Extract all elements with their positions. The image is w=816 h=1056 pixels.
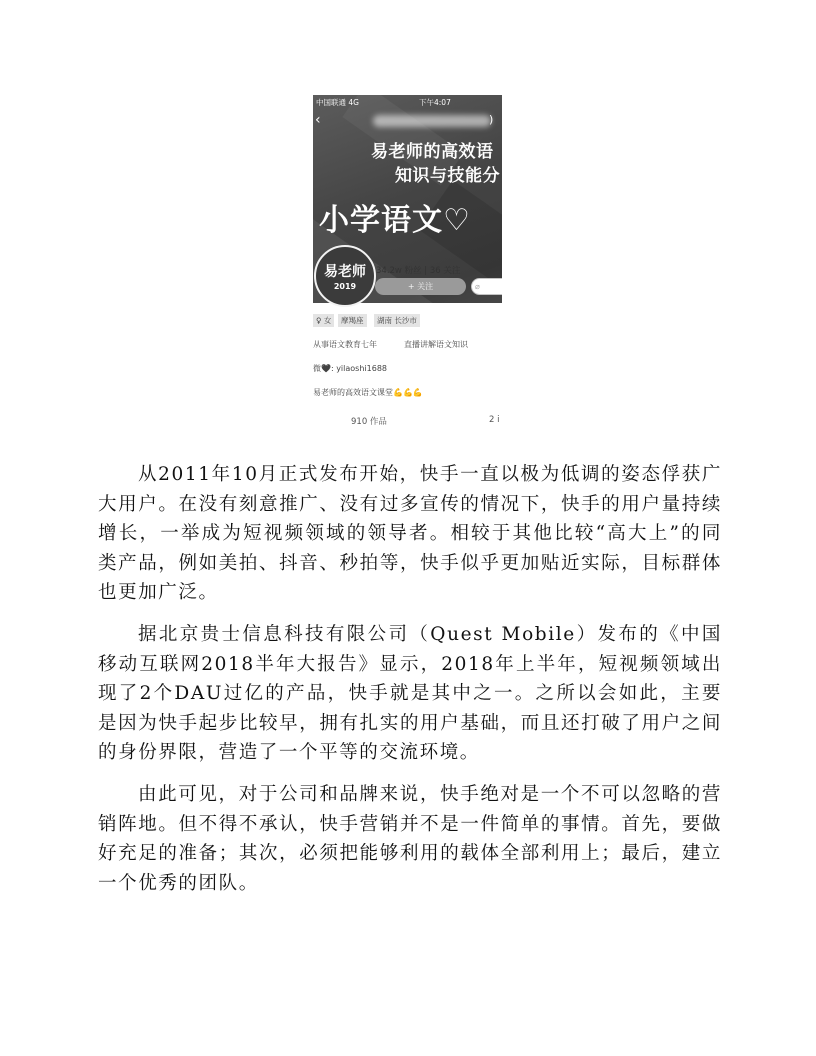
username-paren: ) bbox=[489, 113, 494, 126]
banner-line-2: 知识与技能分 bbox=[395, 166, 500, 186]
tag-zodiac: 摩羯座 bbox=[338, 314, 367, 327]
paragraph-3: 由此可见，对于公司和品牌来说，快手绝对是一个不可以忽略的营销阵地。但不得不承认，快手营销并不是一件简单的事情。首先，要做好充足的准备；其次，必须把能够利用的载体全部利用上；最后，建立一个优秀的团队。 bbox=[98, 784, 722, 894]
avatar-name: 易老师 bbox=[324, 264, 366, 280]
bio-line-1a: 从事语文教育七年 bbox=[313, 340, 377, 349]
tab-works[interactable]: 910 作品 bbox=[351, 417, 387, 427]
avatar-year: 2019 bbox=[333, 282, 357, 291]
status-bar bbox=[313, 95, 502, 109]
carrier-label: 中国联通 4G bbox=[316, 98, 359, 107]
paragraph-1: 从2011年10月正式发布开始，快手一直以极为低调的姿态俘获广大用户。在没有刻意推广、没有过多宣传的情况下，快手的用户量持续增长，一举成为短视频领域的领导者。相较于其他比较“高大上”的同类产品，例如美拍、抖音、秒拍等，快手似乎更加贴近实际，目标群体也更加广泛。 bbox=[98, 464, 722, 603]
tab-second[interactable]: 2 i bbox=[489, 415, 500, 425]
bio-line-3: 易老师的高效语文课堂💪💪💪 bbox=[313, 388, 423, 397]
heart-icon: ♡ bbox=[443, 203, 471, 238]
back-arrow-icon[interactable]: ‹ bbox=[315, 112, 321, 128]
blurred-username bbox=[373, 113, 494, 127]
tag-gender: ♀ 女 bbox=[313, 314, 334, 327]
status-time: 下午4:07 bbox=[419, 98, 451, 107]
tag-location: 湖南 长沙市 bbox=[374, 314, 420, 327]
banner-title-text: 小学语文 bbox=[319, 203, 443, 238]
banner-line-1: 易老师的高效语 bbox=[371, 142, 494, 162]
paragraph-2: 据北京贵士信息科技有限公司（Quest Mobile）发布的《中国移动互联网2018半年大报告》显示，2018年上半年，短视频领域出现了2个DAU过亿的产品，快手就是其中之一。之所以会如此，主要是因为快手起步比较早，拥有扎实的用户基础，而且还打破了用户之间的身份界限，营造了一个平等的交流环境。 bbox=[98, 624, 722, 763]
follow-button[interactable]: + 关注 bbox=[375, 278, 466, 295]
follower-stats[interactable]: 34.2w 粉丝 | 36 关注 bbox=[376, 266, 461, 276]
bio-line-1b: 直播讲解语文知识 bbox=[404, 340, 468, 349]
kuaishou-profile-screenshot bbox=[313, 95, 502, 438]
avatar[interactable] bbox=[314, 245, 376, 307]
banner-title bbox=[319, 195, 471, 239]
message-button[interactable]: ⌀ bbox=[471, 278, 502, 295]
bio-line-2: 微🖤: yilaoshi1688 bbox=[313, 364, 387, 373]
